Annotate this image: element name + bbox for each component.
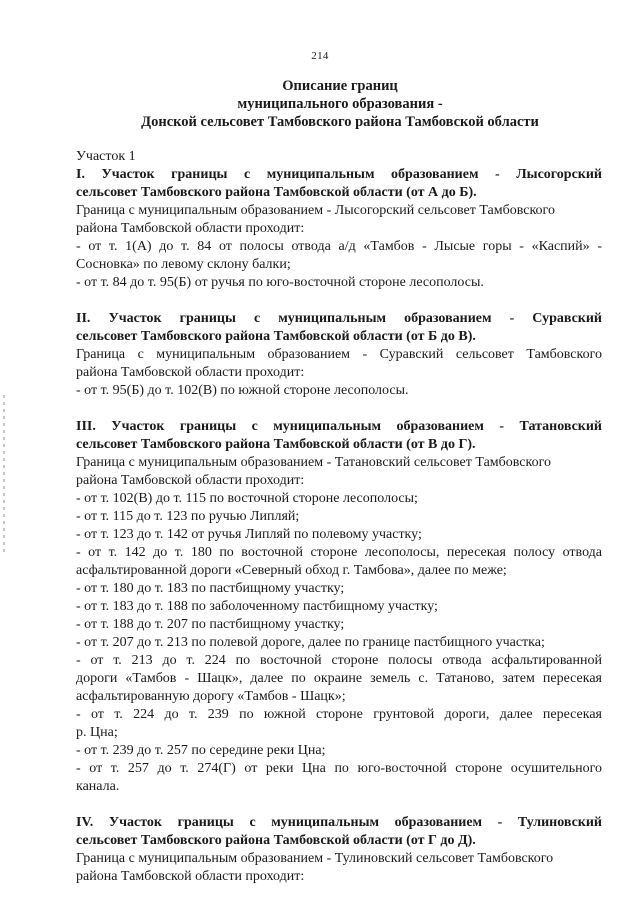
document-body <box>76 148 602 886</box>
document-title <box>80 77 600 131</box>
section-heading-line: I. Участок границы с муниципальным образованием - Лысогорский <box>76 167 602 182</box>
body-line: Граница с муниципальным образованием - Татановский сельсовет Тамбовского <box>76 455 552 470</box>
section-heading-line: III. Участок границы с муниципальным образованием - Татановский <box>76 419 602 434</box>
body-line: - от т. 207 до т. 213 по полевой дороге, далее по границе пастбищного участка; <box>76 635 545 650</box>
body-line: Граница с муниципальным образованием - Лысогорский сельсовет Тамбовского <box>76 203 555 218</box>
body-line: района Тамбовской области проходит: <box>76 869 305 884</box>
body-line: - от т. 123 до т. 142 от ручья Липляй по полевому участку; <box>76 527 422 542</box>
body-line: района Тамбовской области проходит: <box>76 221 305 236</box>
section-heading-line: сельсовет Тамбовского района Тамбовской области (от А до Б). <box>76 185 477 200</box>
body-line: Граница с муниципальным образованием - Тулиновский сельсовет Тамбовского <box>76 851 554 866</box>
body-line: - от т. 84 до т. 95(Б) от ручья по юго-восточной стороне лесополосы. <box>76 275 484 290</box>
body-line: - от т. 213 до т. 224 по восточной стороне полосы отвода асфальтированной <box>76 653 602 668</box>
section-4 <box>76 814 602 886</box>
body-line: района Тамбовской области проходит: <box>76 473 305 488</box>
body-line: - от т. 1(А) до т. 84 от полосы отвода а/д «Тамбов - Лысые горы - «Каспий» - <box>76 239 602 254</box>
section-heading-line: сельсовет Тамбовского района Тамбовской области (от Б до В). <box>76 329 476 344</box>
body-line: района Тамбовской области проходит: <box>76 365 305 380</box>
body-line: - от т. 224 до т. 239 по южной стороне грунтовой дороги, далее пересекая <box>76 707 602 722</box>
body-line: - от т. 95(Б) до т. 102(В) по южной стороне лесополосы. <box>76 383 409 398</box>
title-line: муниципального образования - <box>237 96 443 112</box>
section-2 <box>76 310 602 400</box>
title-line: Донской сельсовет Тамбовского района Тамбовской области <box>141 114 539 130</box>
section-heading-line: сельсовет Тамбовского района Тамбовской области (от Г до Д). <box>76 833 476 848</box>
title-line: Описание границ <box>282 78 398 94</box>
scan-margin-mark <box>3 395 5 555</box>
body-line: асфальтированную дорогу «Тамбов - Шацк»; <box>76 689 346 704</box>
body-line: дороги «Тамбов - Шацк», далее по окраине земель с. Татаново, затем пересекая <box>76 671 602 686</box>
body-line: р. Цна; <box>76 725 118 740</box>
body-line: Граница с муниципальным образованием - Суравский сельсовет Тамбовского <box>76 347 602 362</box>
section-heading-line: IV. Участок границы с муниципальным образованием - Тулиновский <box>76 815 602 830</box>
body-line: асфальтированной дороги «Северный обход г. Тамбова», далее по меже; <box>76 563 507 578</box>
page-number: 214 <box>311 50 329 62</box>
section-heading-line: II. Участок границы с муниципальным образованием - Суравский <box>76 311 602 326</box>
body-line: канала. <box>76 779 120 794</box>
body-line: - от т. 115 до т. 123 по ручью Липляй; <box>76 509 300 524</box>
body-line: - от т. 239 до т. 257 по середине реки Цна; <box>76 743 326 758</box>
body-line: - от т. 257 до т. 274(Г) от реки Цна по юго-восточной стороне осушительного <box>76 761 602 776</box>
body-line: - от т. 180 до т. 183 по пастбищному участку; <box>76 581 345 596</box>
body-line: - от т. 142 до т. 180 по восточной стороне лесополосы, пересекая полосу отвода <box>76 545 602 560</box>
body-line: Сосновка» по левому склону балки; <box>76 257 291 272</box>
section-3 <box>76 418 602 796</box>
section-label: Участок 1 <box>76 149 136 164</box>
body-line: - от т. 102(В) до т. 115 по восточной стороне лесополосы; <box>76 491 418 506</box>
section-heading-line: сельсовет Тамбовского района Тамбовской области (от В до Г). <box>76 437 476 452</box>
body-line: - от т. 183 до т. 188 по заболоченному пастбищному участку; <box>76 599 438 614</box>
section-1 <box>76 148 602 292</box>
body-line: - от т. 188 до т. 207 по пастбищному участку; <box>76 617 345 632</box>
